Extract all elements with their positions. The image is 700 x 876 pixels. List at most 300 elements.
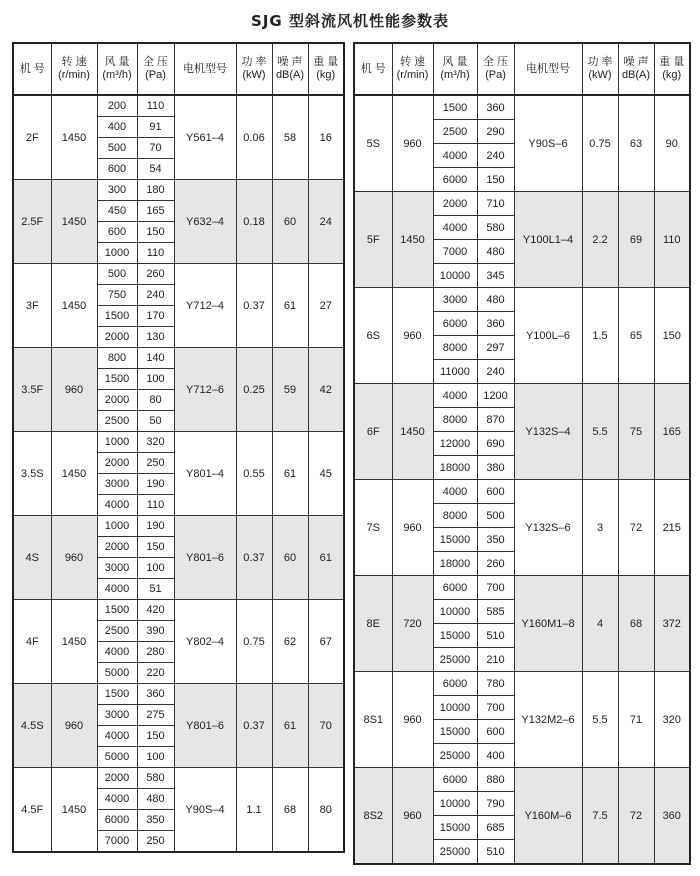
pressure-cell: 420 xyxy=(137,600,174,621)
header-pressure-line: 全 压 xyxy=(482,56,509,68)
table-header xyxy=(13,43,344,95)
flow-cell: 12000 xyxy=(433,432,477,456)
flow-cell: 10000 xyxy=(433,600,477,624)
pressure-cell: 510 xyxy=(477,840,514,865)
fan-model: 5S xyxy=(354,95,392,192)
flow-cell: 8000 xyxy=(433,336,477,360)
flow-cell: 450 xyxy=(97,201,137,222)
fan-model: 2.5F xyxy=(13,180,51,264)
page-title: SJG 型斜流风机性能参数表 xyxy=(251,12,449,30)
power-cell: 0.25 xyxy=(236,348,272,432)
pressure-cell: 280 xyxy=(137,642,174,663)
header-noise-line: dB(A) xyxy=(621,69,651,81)
table-row xyxy=(13,600,344,621)
pressure-cell: 70 xyxy=(137,138,174,159)
header-pressure-line: 全 压 xyxy=(142,56,169,68)
table-row xyxy=(13,180,344,201)
flow-cell: 10000 xyxy=(433,792,477,816)
header-weight-line: 重 量 xyxy=(313,56,339,68)
weight-cell: 61 xyxy=(308,516,344,600)
pressure-cell: 350 xyxy=(137,810,174,831)
flow-cell: 2500 xyxy=(433,120,477,144)
noise-cell: 69 xyxy=(618,192,654,288)
flow-cell: 1000 xyxy=(97,432,137,453)
pressure-cell: 480 xyxy=(477,240,514,264)
pressure-cell: 220 xyxy=(137,663,174,684)
power-cell: 0.37 xyxy=(236,264,272,348)
pressure-cell: 190 xyxy=(137,516,174,537)
fan-model: 4.5S xyxy=(13,684,51,768)
header-noise-line: 噪 声 xyxy=(623,56,649,68)
pressure-cell: 360 xyxy=(137,684,174,705)
speed-cell: 1450 xyxy=(392,384,433,480)
pressure-cell: 700 xyxy=(477,576,514,600)
flow-cell: 4000 xyxy=(97,579,137,600)
header-power-line: 功 率 xyxy=(587,56,613,68)
flow-cell: 1500 xyxy=(97,369,137,390)
noise-cell: 61 xyxy=(272,684,308,768)
fan-model: 5F xyxy=(354,192,392,288)
noise-cell: 60 xyxy=(272,516,308,600)
fan-model: 8S1 xyxy=(354,672,392,768)
pressure-cell: 80 xyxy=(137,390,174,411)
power-cell: 1.1 xyxy=(236,768,272,853)
pressure-cell: 150 xyxy=(477,168,514,192)
pressure-cell: 600 xyxy=(477,720,514,744)
pressure-cell: 790 xyxy=(477,792,514,816)
header-flow-line: (m³/h) xyxy=(102,69,132,81)
fan-model: 3.5F xyxy=(13,348,51,432)
pressure-cell: 260 xyxy=(477,552,514,576)
header-row xyxy=(354,43,690,95)
header-row xyxy=(13,43,344,95)
noise-cell: 59 xyxy=(272,348,308,432)
noise-cell: 62 xyxy=(272,600,308,684)
flow-cell: 8000 xyxy=(433,504,477,528)
noise-cell: 72 xyxy=(618,480,654,576)
flow-cell: 300 xyxy=(97,180,137,201)
noise-cell: 63 xyxy=(618,95,654,192)
speed-cell: 1450 xyxy=(51,768,97,853)
flow-cell: 18000 xyxy=(433,552,477,576)
speed-cell: 1450 xyxy=(51,600,97,684)
power-cell: 0.06 xyxy=(236,95,272,180)
motor-cell: Y801–6 xyxy=(174,684,236,768)
noise-cell: 58 xyxy=(272,95,308,180)
weight-cell: 27 xyxy=(308,264,344,348)
noise-cell: 61 xyxy=(272,432,308,516)
pressure-cell: 380 xyxy=(477,456,514,480)
flow-cell: 6000 xyxy=(433,672,477,696)
flow-cell: 1500 xyxy=(97,600,137,621)
flow-cell: 6000 xyxy=(97,810,137,831)
performance-table-right xyxy=(353,42,691,865)
pressure-cell: 320 xyxy=(137,432,174,453)
pressure-cell: 180 xyxy=(137,180,174,201)
table-header xyxy=(354,43,690,95)
pressure-cell: 480 xyxy=(477,288,514,312)
header-power-line: (kW) xyxy=(242,69,266,81)
header-model: 机 号 xyxy=(13,43,51,95)
flow-cell: 500 xyxy=(97,138,137,159)
flow-cell: 4000 xyxy=(97,726,137,747)
flow-cell: 600 xyxy=(97,159,137,180)
pressure-cell: 580 xyxy=(477,216,514,240)
flow-cell: 2000 xyxy=(97,537,137,558)
motor-cell: Y132M2–6 xyxy=(514,672,582,768)
table-row xyxy=(354,672,690,696)
fan-model: 6F xyxy=(354,384,392,480)
header-flow-line: 风 量 xyxy=(104,56,130,68)
header-power-line: 功 率 xyxy=(241,56,267,68)
motor-cell: Y160M–6 xyxy=(514,768,582,865)
table-row xyxy=(13,432,344,453)
motor-cell: Y100L–6 xyxy=(514,288,582,384)
pressure-cell: 110 xyxy=(137,243,174,264)
motor-cell: Y132S–4 xyxy=(514,384,582,480)
motor-cell: Y712–6 xyxy=(174,348,236,432)
pressure-cell: 190 xyxy=(137,474,174,495)
weight-cell: 360 xyxy=(654,768,690,865)
pressure-cell: 50 xyxy=(137,411,174,432)
weight-cell: 80 xyxy=(308,768,344,853)
motor-cell: Y132S–6 xyxy=(514,480,582,576)
flow-cell: 15000 xyxy=(433,624,477,648)
pressure-cell: 140 xyxy=(137,348,174,369)
pressure-cell: 110 xyxy=(137,495,174,516)
header-speed xyxy=(392,43,433,95)
weight-cell: 150 xyxy=(654,288,690,384)
fan-model: 8S2 xyxy=(354,768,392,865)
table-row xyxy=(13,348,344,369)
flow-cell: 7000 xyxy=(433,240,477,264)
noise-cell: 60 xyxy=(272,180,308,264)
noise-cell: 68 xyxy=(618,576,654,672)
pressure-cell: 100 xyxy=(137,369,174,390)
weight-cell: 372 xyxy=(654,576,690,672)
flow-cell: 3000 xyxy=(97,705,137,726)
flow-cell: 15000 xyxy=(433,720,477,744)
header-noise xyxy=(618,43,654,95)
pressure-cell: 240 xyxy=(477,144,514,168)
pressure-cell: 240 xyxy=(477,360,514,384)
power-cell: 5.5 xyxy=(582,672,618,768)
speed-cell: 960 xyxy=(392,95,433,192)
fan-model: 4F xyxy=(13,600,51,684)
flow-cell: 500 xyxy=(97,264,137,285)
flow-cell: 1500 xyxy=(433,95,477,120)
performance-table-left xyxy=(12,42,345,853)
flow-cell: 5000 xyxy=(97,747,137,768)
pressure-cell: 600 xyxy=(477,480,514,504)
pressure-cell: 880 xyxy=(477,768,514,792)
table-body xyxy=(354,95,690,864)
pressure-cell: 130 xyxy=(137,327,174,348)
pressure-cell: 150 xyxy=(137,537,174,558)
power-cell: 0.37 xyxy=(236,684,272,768)
header-weight-line: (kg) xyxy=(316,69,336,81)
pressure-cell: 240 xyxy=(137,285,174,306)
header-weight-line: (kg) xyxy=(662,69,682,81)
speed-cell: 1450 xyxy=(51,180,97,264)
fan-model: 2F xyxy=(13,95,51,180)
flow-cell: 10000 xyxy=(433,696,477,720)
header-power xyxy=(236,43,272,95)
power-cell: 0.55 xyxy=(236,432,272,516)
flow-cell: 2000 xyxy=(97,453,137,474)
fan-model: 6S xyxy=(354,288,392,384)
power-cell: 7.5 xyxy=(582,768,618,865)
pressure-cell: 100 xyxy=(137,747,174,768)
pressure-cell: 360 xyxy=(477,95,514,120)
pressure-cell: 51 xyxy=(137,579,174,600)
header-speed-line: 转 速 xyxy=(61,56,87,68)
pressure-cell: 870 xyxy=(477,408,514,432)
noise-cell: 61 xyxy=(272,264,308,348)
weight-cell: 70 xyxy=(308,684,344,768)
weight-cell: 24 xyxy=(308,180,344,264)
pressure-cell: 297 xyxy=(477,336,514,360)
fan-model: 4.5F xyxy=(13,768,51,853)
pressure-cell: 780 xyxy=(477,672,514,696)
pressure-cell: 100 xyxy=(137,558,174,579)
table-row xyxy=(13,768,344,789)
speed-cell: 960 xyxy=(51,348,97,432)
header-pressure-line: (Pa) xyxy=(485,69,506,81)
flow-cell: 3000 xyxy=(97,474,137,495)
header-weight xyxy=(308,43,344,95)
flow-cell: 1500 xyxy=(97,306,137,327)
power-cell: 0.75 xyxy=(236,600,272,684)
power-cell: 4 xyxy=(582,576,618,672)
flow-cell: 25000 xyxy=(433,840,477,865)
weight-cell: 165 xyxy=(654,384,690,480)
weight-cell: 42 xyxy=(308,348,344,432)
speed-cell: 960 xyxy=(51,516,97,600)
weight-cell: 16 xyxy=(308,95,344,180)
pressure-cell: 350 xyxy=(477,528,514,552)
pressure-cell: 710 xyxy=(477,192,514,216)
table-row xyxy=(354,576,690,600)
pressure-cell: 54 xyxy=(137,159,174,180)
pressure-cell: 360 xyxy=(477,312,514,336)
noise-cell: 72 xyxy=(618,768,654,865)
header-weight-line: 重 量 xyxy=(659,56,685,68)
header-power-line: (kW) xyxy=(588,69,612,81)
pressure-cell: 400 xyxy=(477,744,514,768)
flow-cell: 6000 xyxy=(433,168,477,192)
flow-cell: 1500 xyxy=(97,684,137,705)
pressure-cell: 700 xyxy=(477,696,514,720)
weight-cell: 110 xyxy=(654,192,690,288)
pressure-cell: 260 xyxy=(137,264,174,285)
speed-cell: 960 xyxy=(392,768,433,865)
pressure-cell: 91 xyxy=(137,117,174,138)
fan-model: 8E xyxy=(354,576,392,672)
motor-cell: Y90S–6 xyxy=(514,95,582,192)
speed-cell: 1450 xyxy=(51,432,97,516)
header-noise-line: 噪 声 xyxy=(277,56,303,68)
header-model: 机 号 xyxy=(354,43,392,95)
table-row xyxy=(13,95,344,117)
flow-cell: 4000 xyxy=(97,789,137,810)
flow-cell: 3000 xyxy=(97,558,137,579)
flow-cell: 4000 xyxy=(433,480,477,504)
flow-cell: 25000 xyxy=(433,648,477,672)
pressure-cell: 345 xyxy=(477,264,514,288)
pressure-cell: 250 xyxy=(137,831,174,853)
pressure-cell: 290 xyxy=(477,120,514,144)
table-row xyxy=(354,480,690,504)
flow-cell: 5000 xyxy=(97,663,137,684)
flow-cell: 4000 xyxy=(97,642,137,663)
flow-cell: 1000 xyxy=(97,243,137,264)
fan-model: 3F xyxy=(13,264,51,348)
pressure-cell: 390 xyxy=(137,621,174,642)
header-pressure xyxy=(477,43,514,95)
motor-cell: Y802–4 xyxy=(174,600,236,684)
speed-cell: 1450 xyxy=(51,264,97,348)
flow-cell: 8000 xyxy=(433,408,477,432)
pressure-cell: 165 xyxy=(137,201,174,222)
flow-cell: 2500 xyxy=(97,411,137,432)
flow-cell: 800 xyxy=(97,348,137,369)
motor-cell: Y712–4 xyxy=(174,264,236,348)
pressure-cell: 150 xyxy=(137,726,174,747)
pressure-cell: 585 xyxy=(477,600,514,624)
flow-cell: 11000 xyxy=(433,360,477,384)
table-row xyxy=(354,288,690,312)
pressure-cell: 1200 xyxy=(477,384,514,408)
pressure-cell: 210 xyxy=(477,648,514,672)
pressure-cell: 690 xyxy=(477,432,514,456)
table-row xyxy=(13,684,344,705)
flow-cell: 2000 xyxy=(97,327,137,348)
table-body xyxy=(13,95,344,852)
table-row xyxy=(354,95,690,120)
flow-cell: 25000 xyxy=(433,744,477,768)
flow-cell: 10000 xyxy=(433,264,477,288)
header-speed-line: (r/min) xyxy=(58,69,90,81)
pressure-cell: 510 xyxy=(477,624,514,648)
flow-cell: 2000 xyxy=(97,768,137,789)
pressure-cell: 500 xyxy=(477,504,514,528)
flow-cell: 18000 xyxy=(433,456,477,480)
speed-cell: 960 xyxy=(392,672,433,768)
power-cell: 3 xyxy=(582,480,618,576)
weight-cell: 320 xyxy=(654,672,690,768)
motor-cell: Y561–4 xyxy=(174,95,236,180)
pressure-cell: 150 xyxy=(137,222,174,243)
flow-cell: 6000 xyxy=(433,768,477,792)
header-flow xyxy=(433,43,477,95)
speed-cell: 720 xyxy=(392,576,433,672)
flow-cell: 2500 xyxy=(97,621,137,642)
header-motor: 电机型号 xyxy=(514,43,582,95)
motor-cell: Y90S–4 xyxy=(174,768,236,853)
noise-cell: 71 xyxy=(618,672,654,768)
flow-cell: 6000 xyxy=(433,576,477,600)
table-row xyxy=(354,384,690,408)
table-row xyxy=(13,516,344,537)
motor-cell: Y632–4 xyxy=(174,180,236,264)
flow-cell: 4000 xyxy=(97,495,137,516)
header-noise-line: dB(A) xyxy=(275,69,305,81)
header-motor: 电机型号 xyxy=(174,43,236,95)
pressure-cell: 170 xyxy=(137,306,174,327)
table-row xyxy=(354,192,690,216)
header-speed xyxy=(51,43,97,95)
pressure-cell: 685 xyxy=(477,816,514,840)
flow-cell: 400 xyxy=(97,117,137,138)
speed-cell: 960 xyxy=(392,288,433,384)
flow-cell: 6000 xyxy=(433,312,477,336)
weight-cell: 45 xyxy=(308,432,344,516)
header-speed-line: 转 速 xyxy=(399,56,426,68)
weight-cell: 90 xyxy=(654,95,690,192)
table-row xyxy=(13,264,344,285)
pressure-cell: 580 xyxy=(137,768,174,789)
flow-cell: 2000 xyxy=(97,390,137,411)
power-cell: 2.2 xyxy=(582,192,618,288)
header-flow-line: (m³/h) xyxy=(440,69,470,81)
motor-cell: Y100L1–4 xyxy=(514,192,582,288)
header-pressure xyxy=(137,43,174,95)
power-cell: 1.5 xyxy=(582,288,618,384)
speed-cell: 960 xyxy=(51,684,97,768)
power-cell: 5.5 xyxy=(582,384,618,480)
pressure-cell: 110 xyxy=(137,95,174,117)
motor-cell: Y801–6 xyxy=(174,516,236,600)
flow-cell: 4000 xyxy=(433,384,477,408)
noise-cell: 68 xyxy=(272,768,308,853)
noise-cell: 65 xyxy=(618,288,654,384)
header-pressure-line: (Pa) xyxy=(145,69,166,81)
flow-cell: 15000 xyxy=(433,816,477,840)
fan-model: 3.5S xyxy=(13,432,51,516)
flow-cell: 4000 xyxy=(433,144,477,168)
fan-model: 7S xyxy=(354,480,392,576)
speed-cell: 1450 xyxy=(392,192,433,288)
header-noise xyxy=(272,43,308,95)
weight-cell: 67 xyxy=(308,600,344,684)
speed-cell: 960 xyxy=(392,480,433,576)
speed-cell: 1450 xyxy=(51,95,97,180)
pressure-cell: 275 xyxy=(137,705,174,726)
motor-cell: Y801–4 xyxy=(174,432,236,516)
flow-cell: 4000 xyxy=(433,216,477,240)
power-cell: 0.75 xyxy=(582,95,618,192)
power-cell: 0.37 xyxy=(236,516,272,600)
flow-cell: 200 xyxy=(97,95,137,117)
flow-cell: 2000 xyxy=(433,192,477,216)
flow-cell: 600 xyxy=(97,222,137,243)
flow-cell: 15000 xyxy=(433,528,477,552)
weight-cell: 215 xyxy=(654,480,690,576)
fan-model: 4S xyxy=(13,516,51,600)
header-flow xyxy=(97,43,137,95)
header-speed-line: (r/min) xyxy=(396,69,429,81)
flow-cell: 1000 xyxy=(97,516,137,537)
header-flow-line: 风 量 xyxy=(442,56,468,68)
table-row xyxy=(354,768,690,792)
flow-cell: 750 xyxy=(97,285,137,306)
power-cell: 0.18 xyxy=(236,180,272,264)
header-power xyxy=(582,43,618,95)
noise-cell: 75 xyxy=(618,384,654,480)
pressure-cell: 480 xyxy=(137,789,174,810)
flow-cell: 7000 xyxy=(97,831,137,853)
